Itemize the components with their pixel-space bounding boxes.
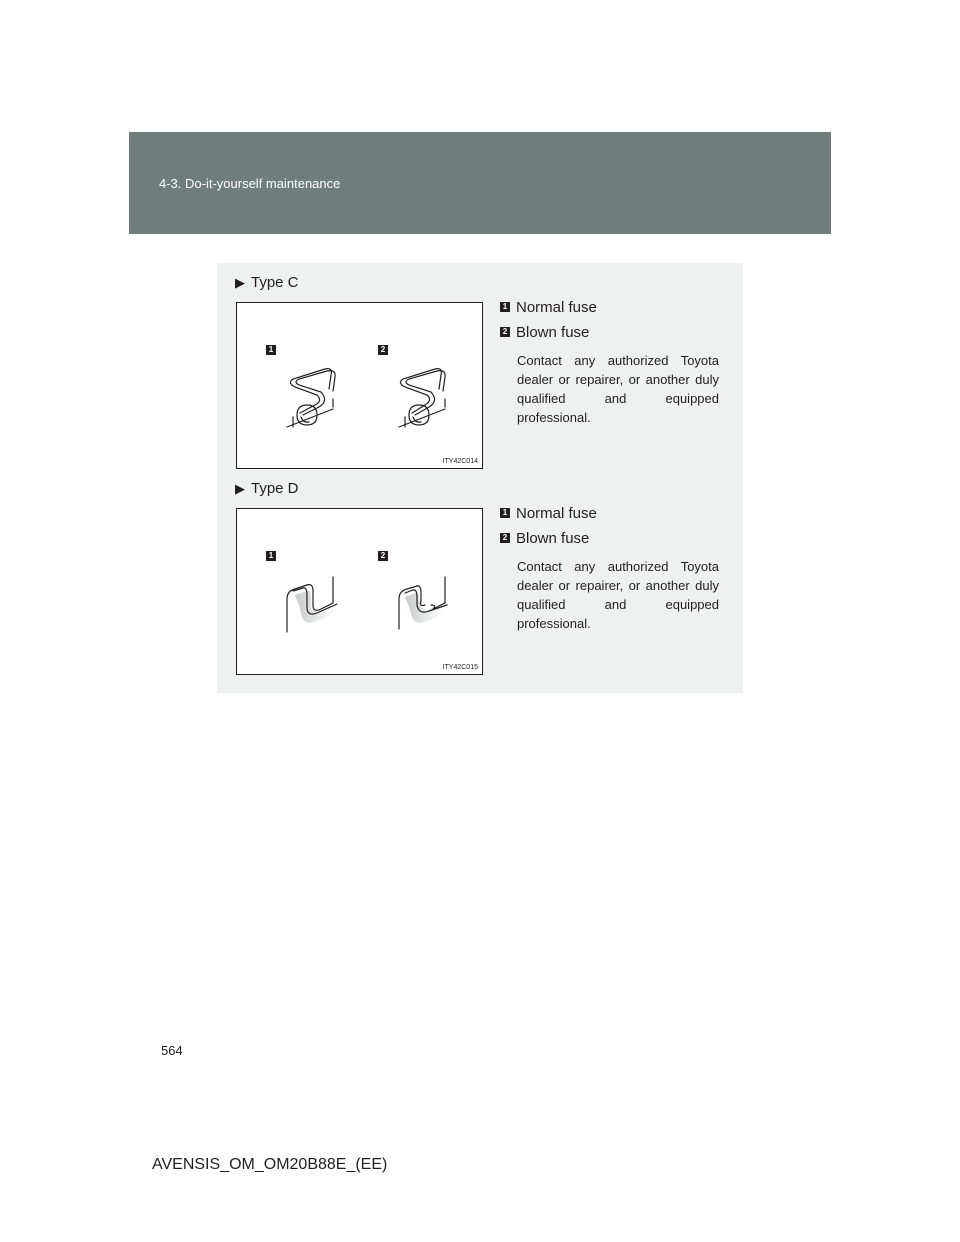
header-band [129, 132, 831, 234]
section-title: 4-3. Do-it-yourself maintenance [159, 176, 341, 191]
legend-badge: 2 [500, 533, 510, 543]
fuse-d-illustration [237, 509, 484, 676]
type-d-heading [235, 480, 299, 497]
contact-note: Contact any authorized Toyota dealer or repairer, or another duly qualified and equipped professional. [517, 559, 719, 631]
triangle-right-icon: ▶ [235, 275, 245, 290]
callout-2-badge: 2 [378, 551, 388, 561]
page-number: 564 [161, 1043, 183, 1058]
figure-code: ITY42C015 [442, 664, 478, 671]
legend-badge: 1 [500, 508, 510, 518]
legend-label: Normal fuse [516, 505, 597, 522]
triangle-right-icon: ▶ [235, 481, 245, 496]
type-c-heading [235, 274, 299, 291]
type-c-figure [236, 302, 483, 469]
type-c-label: Type C [251, 274, 299, 291]
legend-badge: 1 [500, 302, 510, 312]
type-d-label: Type D [251, 480, 299, 497]
legend-label: Blown fuse [516, 530, 590, 547]
fuse-types-box [217, 263, 743, 693]
callout-1-badge: 1 [266, 551, 276, 561]
callout-1-badge: 1 [266, 345, 276, 355]
contact-note: Contact any authorized Toyota dealer or repairer, or another duly qualified and equipped professional. [517, 353, 719, 425]
legend-badge: 2 [500, 327, 510, 337]
legend-label: Normal fuse [516, 299, 597, 316]
document-code: AVENSIS_OM_OM20B88E_(EE) [152, 1156, 388, 1173]
fuse-c-illustration [237, 303, 484, 470]
type-d-figure [236, 508, 483, 675]
figure-code: ITY42C014 [442, 458, 478, 465]
legend-label: Blown fuse [516, 324, 590, 341]
callout-2-badge: 2 [378, 345, 388, 355]
